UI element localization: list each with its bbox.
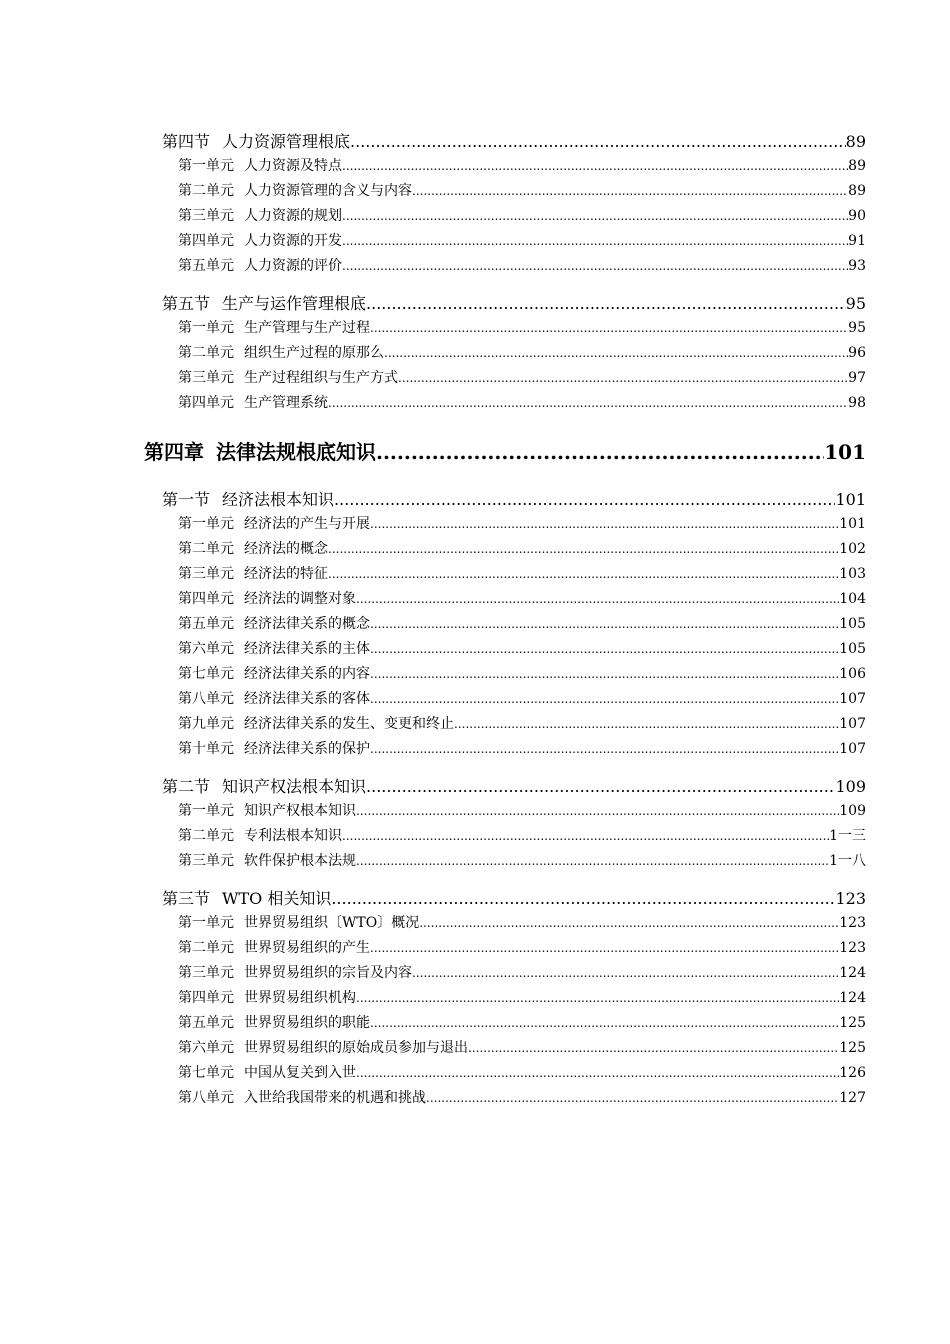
toc-unit-entry[interactable] [178, 987, 866, 1007]
dot-leader [342, 159, 848, 173]
toc-entry-title: 生产管理系统 [244, 395, 328, 411]
toc-unit-entry[interactable] [178, 1037, 866, 1057]
toc-entry-label: 第一单元 [178, 516, 234, 532]
toc-page-number: 127 [839, 1090, 866, 1106]
toc-unit-entry[interactable] [178, 205, 866, 225]
toc-entry-title: 知识产权法根本知识 [222, 777, 367, 796]
toc-unit-entry[interactable] [178, 638, 866, 658]
toc-page-number: 126 [839, 1065, 866, 1081]
toc-entry-title: 软件保护根本法规 [244, 853, 356, 869]
toc-page-number: 90 [848, 208, 866, 224]
toc-unit-entry[interactable] [178, 613, 866, 633]
toc-entry-title: 经济法律关系的内容 [244, 666, 370, 682]
toc-page-number: 91 [848, 233, 866, 249]
toc-page-number: 123 [839, 915, 866, 931]
dot-leader [454, 717, 839, 731]
dot-leader [468, 1041, 839, 1055]
toc-entry-label: 第三节 [162, 889, 211, 908]
toc-chapter-entry[interactable] [144, 436, 866, 465]
toc-page-number: 107 [839, 741, 866, 757]
toc-entry-label: 第一单元 [178, 915, 234, 931]
toc-entry-label: 第一单元 [178, 803, 234, 819]
toc-page-number: 95 [845, 294, 866, 313]
toc-entry-label: 第九单元 [178, 716, 234, 732]
toc-entry-title: 人力资源及特点 [244, 158, 342, 174]
dot-leader [342, 209, 848, 223]
toc-unit-entry[interactable] [178, 1087, 866, 1107]
toc-entry-label: 第八单元 [178, 691, 234, 707]
toc-page-number: 101 [835, 490, 866, 509]
toc-entry-title: 人力资源管理的含义与内容 [244, 183, 412, 199]
toc-page-number: 109 [839, 803, 866, 819]
dot-leader [328, 396, 848, 410]
toc-unit-entry[interactable] [178, 663, 866, 683]
dot-leader [342, 259, 848, 273]
toc-entry-title: 中国从复关到入世 [244, 1065, 356, 1081]
toc-page-number: 97 [848, 370, 866, 386]
toc-entry-title: 世界贸易组织的原始成员参加与退出 [244, 1040, 468, 1056]
toc-section-entry[interactable] [162, 886, 866, 909]
toc-unit-entry[interactable] [178, 367, 866, 387]
toc-page-number: 124 [839, 990, 866, 1006]
toc-entry-label: 第三单元 [178, 965, 234, 981]
toc-unit-entry[interactable] [178, 538, 866, 558]
toc-unit-entry[interactable] [178, 180, 866, 200]
toc-entry-label: 第二节 [162, 777, 211, 796]
dot-leader [328, 542, 839, 556]
toc-entry-label: 第二单元 [178, 940, 234, 956]
toc-unit-entry[interactable] [178, 255, 866, 275]
dot-leader [398, 371, 848, 385]
toc-entry-label: 第一单元 [178, 158, 234, 174]
dot-leader [328, 567, 839, 581]
toc-entry-label: 第四单元 [178, 233, 234, 249]
toc-entry-label: 第六单元 [178, 641, 234, 657]
toc-page-number: 105 [839, 641, 866, 657]
toc-entry-label: 第三单元 [178, 208, 234, 224]
toc-unit-entry[interactable] [178, 155, 866, 175]
toc-page-number: 1一三 [829, 828, 866, 844]
toc-entry-title: 经济法律关系的发生、变更和终止 [244, 716, 454, 732]
dot-leader [356, 1066, 839, 1080]
dot-leader [356, 991, 839, 1005]
dot-leader [370, 667, 839, 681]
toc-entry-title: 知识产权根本知识 [244, 803, 356, 819]
toc-entry-title: 生产管理与生产过程 [244, 320, 370, 336]
toc-page-number: 124 [839, 965, 866, 981]
dot-leader [342, 829, 829, 843]
toc-unit-entry[interactable] [178, 912, 866, 932]
toc-entry-title: 经济法律关系的保护 [244, 741, 370, 757]
toc-unit-entry[interactable] [178, 937, 866, 957]
toc-section-entry[interactable] [162, 291, 866, 314]
toc-entry-label: 第五单元 [178, 616, 234, 632]
toc-entry-title: 生产与运作管理根底 [222, 294, 367, 313]
toc-page-number: 89 [848, 183, 866, 199]
toc-entry-title: 经济法律关系的概念 [244, 616, 370, 632]
toc-page-number: 106 [839, 666, 866, 682]
dot-leader [366, 777, 835, 796]
toc-page-number: 95 [848, 320, 866, 336]
toc-entry-label: 第八单元 [178, 1090, 234, 1106]
toc-entry-label: 第一单元 [178, 320, 234, 336]
dot-leader [370, 742, 839, 756]
toc-unit-entry[interactable] [178, 317, 866, 337]
toc-entry-title: 经济法根本知识 [222, 490, 335, 509]
toc-page-number: 107 [839, 716, 866, 732]
toc-page-number: 125 [839, 1040, 866, 1056]
dot-leader [384, 346, 848, 360]
toc-entry-label: 第四章 [144, 440, 204, 464]
dot-leader [412, 966, 839, 980]
toc-unit-entry[interactable] [178, 825, 866, 845]
dot-leader [370, 692, 839, 706]
toc-unit-entry[interactable] [178, 588, 866, 608]
toc-entry-label: 第五节 [162, 294, 211, 313]
toc-entry-label: 第七单元 [178, 1065, 234, 1081]
toc-page-number: 104 [839, 591, 866, 607]
toc-entry-label: 第二单元 [178, 183, 234, 199]
toc-unit-entry[interactable] [178, 688, 866, 708]
toc-entry-label: 第五单元 [178, 1015, 234, 1031]
toc-entry-title: 经济法律关系的客体 [244, 691, 370, 707]
dot-leader [334, 490, 835, 509]
toc-page-number: 123 [839, 940, 866, 956]
toc-unit-entry[interactable] [178, 962, 866, 982]
toc-page-number: 109 [835, 777, 866, 796]
dot-leader [356, 804, 839, 818]
toc-unit-entry[interactable] [178, 713, 866, 733]
toc-entry-title: 专利法根本知识 [244, 828, 342, 844]
toc-page-number: 123 [835, 889, 866, 908]
toc-section-entry[interactable] [162, 487, 866, 510]
dot-leader [356, 592, 839, 606]
toc-page-number: 101 [824, 440, 866, 464]
toc-entry-title: 世界贸易组织〔WTO〕概况 [244, 915, 420, 931]
toc-entry-title: 经济法律关系的主体 [244, 641, 370, 657]
toc-entry-label: 第十单元 [178, 741, 234, 757]
toc-entry-title: 人力资源的评价 [244, 258, 342, 274]
toc-entry-title: 人力资源管理根底 [222, 132, 351, 151]
toc-entry-title: 法律法规根底知识 [216, 440, 376, 464]
dot-leader [376, 440, 824, 464]
toc-entry-label: 第四单元 [178, 395, 234, 411]
toc-page-number: 125 [839, 1015, 866, 1031]
toc-page-number: 105 [839, 616, 866, 632]
toc-unit-entry[interactable] [178, 342, 866, 362]
toc-entry-title: 经济法的调整对象 [244, 591, 356, 607]
toc-page-number: 98 [848, 395, 866, 411]
toc-entry-title: 经济法的特征 [244, 566, 328, 582]
dot-leader [366, 294, 846, 313]
toc-entry-title: 组织生产过程的原那么 [244, 345, 384, 361]
toc-page-number: 89 [845, 132, 866, 151]
toc-section-entry[interactable] [162, 774, 866, 797]
dot-leader [370, 642, 839, 656]
toc-entry-label: 第三单元 [178, 566, 234, 582]
dot-leader [370, 321, 848, 335]
toc-entry-title: 生产过程组织与生产方式 [244, 370, 398, 386]
toc-entry-title: 世界贸易组织的宗旨及内容 [244, 965, 412, 981]
toc-entry-title: 世界贸易组织的职能 [244, 1015, 370, 1031]
toc-entry-title: 人力资源的规划 [244, 208, 342, 224]
toc-unit-entry[interactable] [178, 392, 866, 412]
toc-entry-label: 第六单元 [178, 1040, 234, 1056]
toc-entry-title: WTO 相关知识 [222, 889, 332, 908]
toc-entry-label: 第三单元 [178, 370, 234, 386]
toc-unit-entry[interactable] [178, 230, 866, 250]
toc-entry-title: 世界贸易组织机构 [244, 990, 356, 1006]
toc-unit-entry[interactable] [178, 738, 866, 758]
dot-leader [426, 1091, 839, 1105]
dot-leader [370, 617, 839, 631]
dot-leader [356, 854, 829, 868]
toc-unit-entry[interactable] [178, 1012, 866, 1032]
dot-leader [350, 132, 846, 151]
toc-page-number: 93 [848, 258, 866, 274]
toc-unit-entry[interactable] [178, 1062, 866, 1082]
toc-page-number: 89 [848, 158, 866, 174]
toc-entry-title: 入世给我国带来的机遇和挑战 [244, 1090, 426, 1106]
toc-entry-title: 世界贸易组织的产生 [244, 940, 370, 956]
toc-entry-label: 第一节 [162, 490, 211, 509]
toc-entry-label: 第二单元 [178, 541, 234, 557]
dot-leader [370, 1016, 839, 1030]
dot-leader [370, 517, 839, 531]
dot-leader [342, 234, 848, 248]
toc-entry-label: 第五单元 [178, 258, 234, 274]
toc-page-number: 103 [839, 566, 866, 582]
dot-leader [412, 184, 848, 198]
toc-page-number: 101 [839, 516, 866, 532]
toc-entry-label: 第二单元 [178, 345, 234, 361]
dot-leader [331, 889, 835, 908]
toc-unit-entry[interactable] [178, 850, 866, 870]
toc-unit-entry[interactable] [178, 513, 866, 533]
toc-page-number: 102 [839, 541, 866, 557]
toc-entry-label: 第四单元 [178, 591, 234, 607]
toc-unit-entry[interactable] [178, 800, 866, 820]
dot-leader [419, 916, 839, 930]
toc-unit-entry[interactable] [178, 563, 866, 583]
toc-section-entry[interactable] [162, 129, 866, 152]
toc-entry-label: 第三单元 [178, 853, 234, 869]
toc-page-number: 96 [848, 345, 866, 361]
toc-entry-title: 人力资源的开发 [244, 233, 342, 249]
toc-page-number: 1一八 [829, 853, 866, 869]
toc-page-number: 107 [839, 691, 866, 707]
toc-entry-title: 经济法的产生与开展 [244, 516, 370, 532]
toc-entry-title: 经济法的概念 [244, 541, 328, 557]
toc-entry-label: 第二单元 [178, 828, 234, 844]
toc-entry-label: 第七单元 [178, 666, 234, 682]
toc-entry-label: 第四节 [162, 132, 211, 151]
toc-entry-label: 第四单元 [178, 990, 234, 1006]
dot-leader [370, 941, 839, 955]
